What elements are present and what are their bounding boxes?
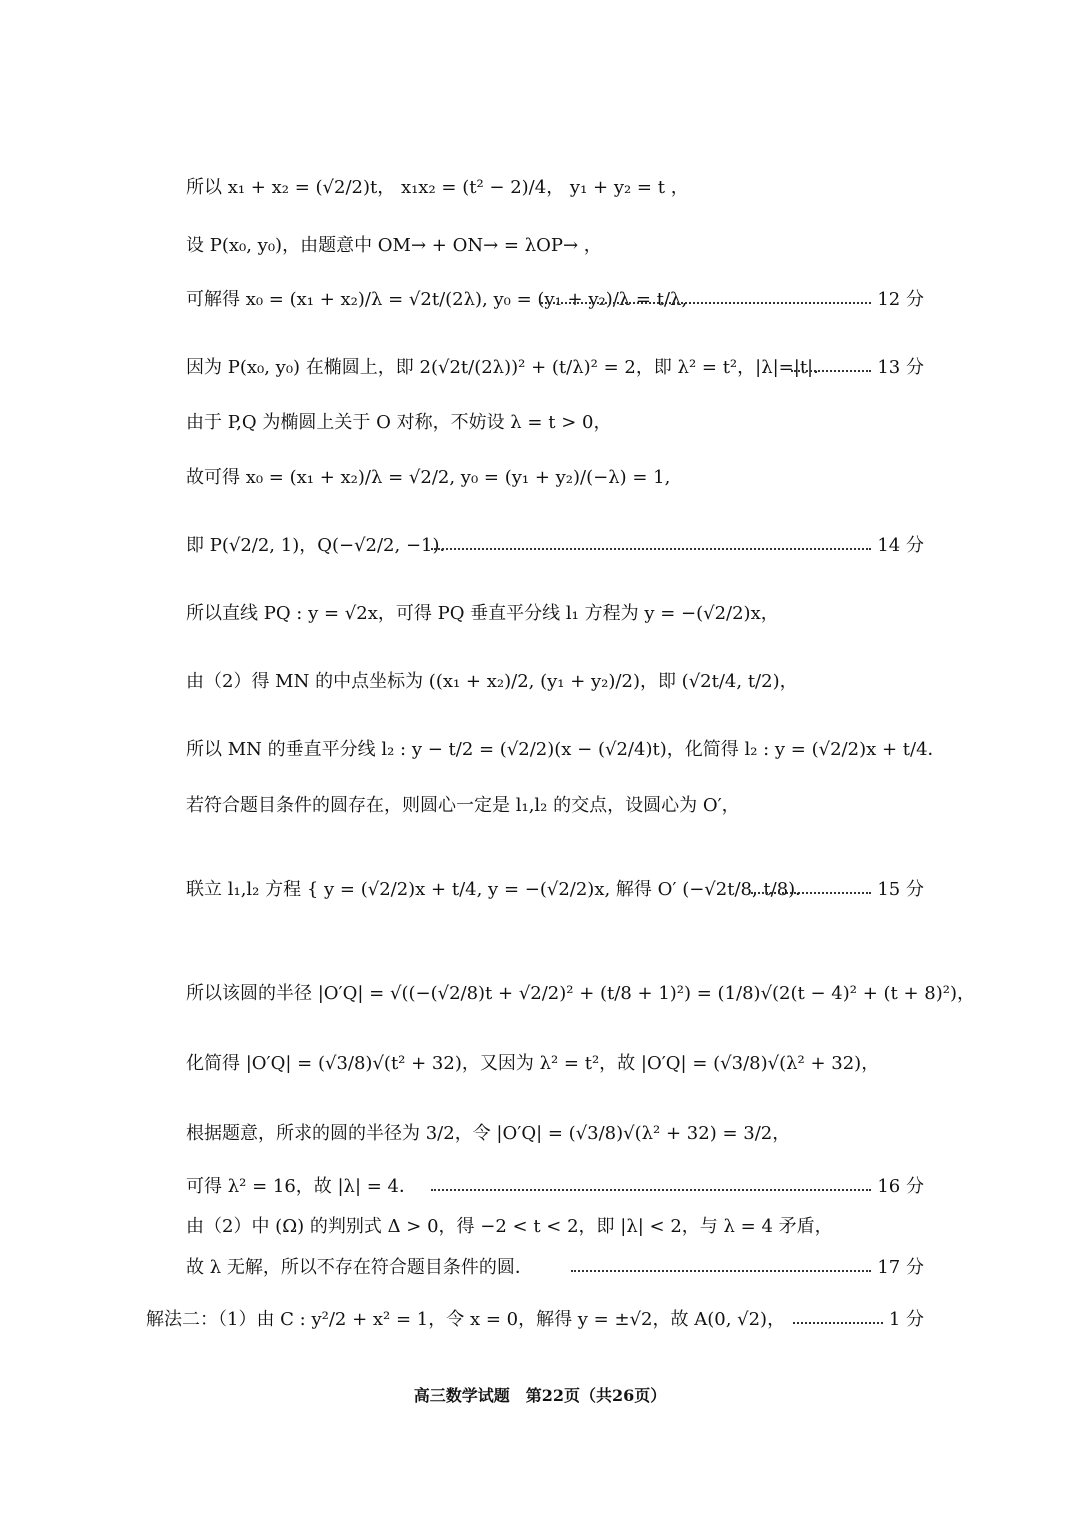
text-line-5: 由于 P,Q 为椭圆上关于 O 对称，不妨设 λ = t > 0， [186,412,612,433]
dot-leader [751,890,871,894]
text-line-13: 所以该圆的半径 |O′Q| = √((−(√2/8)t + √2/2)² + (t/8 + 1)²) = (1/8)√(2(t − 4)² + (t + 8)²)， [186,983,976,1004]
text-line-6: 故可得 x₀ = (x₁ + x₂)/λ = √2/2, y₀ = (y₁ + y₂)/(−λ) = 1, [186,467,671,488]
score-1: 1 分 [793,1308,924,1332]
score-17: 17 分 [571,1256,924,1280]
dot-leader [541,300,871,304]
text-line-1: 所以 x₁ + x₂ = (√2/2)t， x₁x₂ = (t² − 2)/4， y₁ + y₂ = t ， [186,177,689,198]
score-15: 15 分 [751,878,924,902]
page-footer: 高三数学试题 第22页（共26页） [413,1386,667,1405]
dot-leader [571,1268,871,1272]
text-line-8: 所以直线 PQ : y = √2x，可得 PQ 垂直平分线 l₁ 方程为 y = −(√2/2)x， [186,603,779,624]
text-line-2: 设 P(x₀, y₀)，由题意中 OM→ + ON→ = λOP→ ， [186,235,602,256]
text-line-16: 可得 λ² = 16，故 |λ| = 4． [186,1176,418,1197]
score-14: 14 分 [431,534,924,558]
text-line-3: 可解得 x₀ = (x₁ + x₂)/λ = √2t/(2λ), y₀ = (y₁ + y₂)/λ = t/λ, [186,289,688,310]
dot-leader [791,368,871,372]
dot-leader [431,546,871,550]
text-line-19: 解法二：（1）由 C : y²/2 + x² = 1，令 x = 0，解得 y = ±√2，故 A(0, √2)， [146,1309,786,1330]
dot-leader [793,1320,883,1324]
dot-leader [431,1187,871,1191]
score-13: 13 分 [791,356,924,380]
text-line-17: 由（2）中 (Ω) 的判别式 Δ > 0，得 −2 < t < 2，即 |λ| < 2，与 λ = 4 矛盾， [186,1216,833,1237]
text-line-14: 化简得 |O′Q| = (√3/8)√(t² + 32)，又因为 λ² = t²，故 |O′Q| = (√3/8)√(λ² + 32)， [186,1053,880,1074]
text-line-15: 根据题意，所求的圆的半径为 3/2，令 |O′Q| = (√3/8)√(λ² + 32) = 3/2， [186,1123,791,1144]
score-16: 16 分 [431,1175,924,1199]
text-line-4: 因为 P(x₀, y₀) 在椭圆上，即 2(√2t/(2λ))² + (t/λ)² = 2，即 λ² = t²，|λ|=|t|． [186,357,832,378]
text-line-7: 即 P(√2/2, 1)，Q(−√2/2, −1)． [186,535,458,556]
text-line-12: 联立 l₁,l₂ 方程 { y = (√2/2)x + t/4, y = −(√2/2)x, 解得 O′ (−√2t/8, t/8)． [186,879,814,900]
text-line-18: 故 λ 无解，所以不存在符合题目条件的圆． [186,1257,533,1278]
score-12: 12 分 [541,288,924,312]
text-line-10: 所以 MN 的垂直平分线 l₂ : y − t/2 = (√2/2)(x − (√2/4)t)，化简得 l₂ : y = (√2/2)x + t/4． [186,739,946,760]
text-line-11: 若符合题目条件的圆存在，则圆心一定是 l₁,l₂ 的交点，设圆心为 O′， [186,795,740,816]
text-line-9: 由（2）得 MN 的中点坐标为 ((x₁ + x₂)/2, (y₁ + y₂)/2)，即 (√2t/4, t/2)， [186,671,798,692]
